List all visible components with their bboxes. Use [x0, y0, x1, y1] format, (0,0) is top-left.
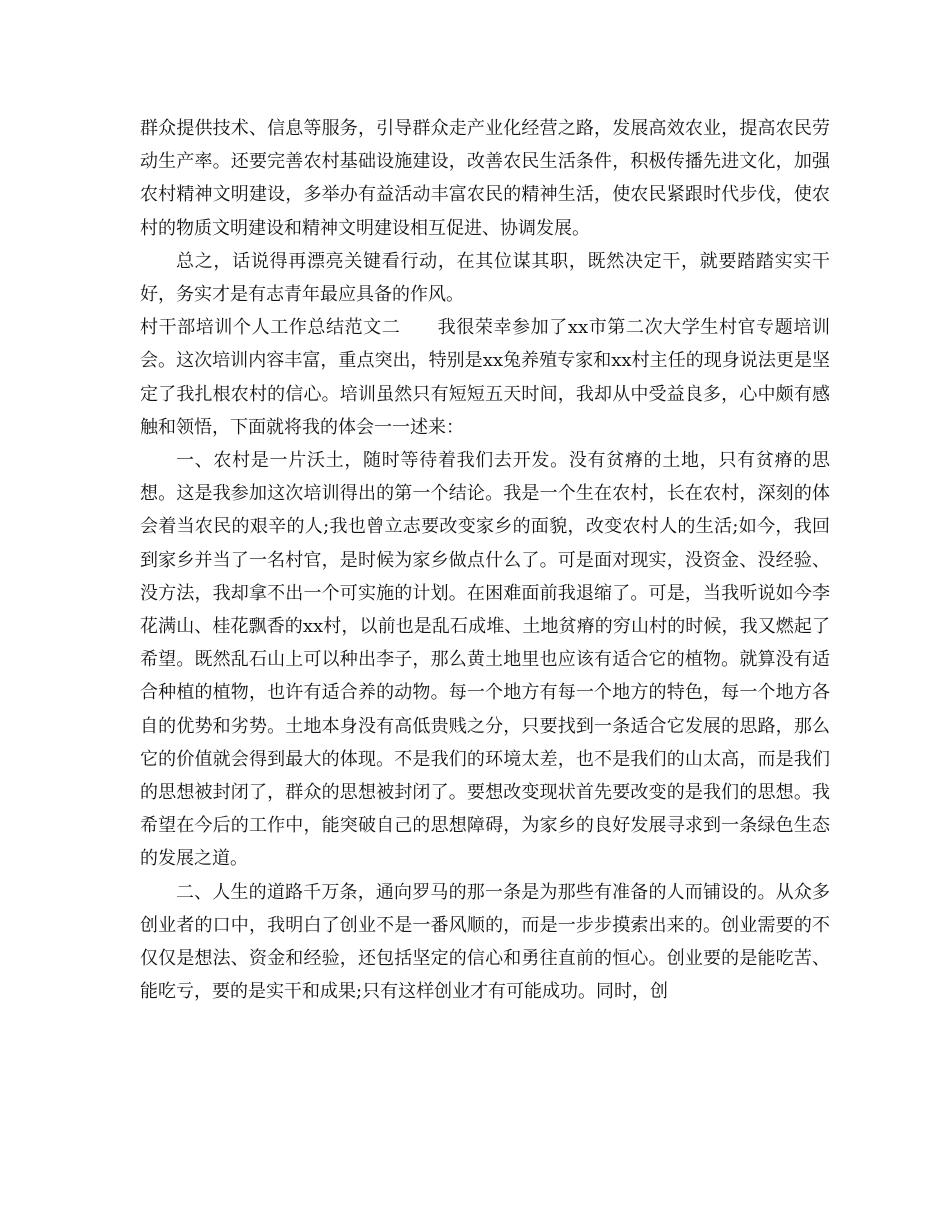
paragraph-point-two: 二、人生的道路千万条，通向罗马的那一条是为那些有准备的人而铺设的。从众多创业者的口中，我明白了创业不是一番风顺的，而是一步步摸索出来的。创业需要的不仅仅是想法、资金和经验，还包括坚定的信心和勇往直前的恒心。创业要的是能吃苦、能吃亏，要的是实干和成果;只有这样创业才有可能成功。同时，创	[140, 881, 830, 1003]
paragraph-section-two-intro: 村干部培训个人工作总结范文二 我很荣幸参加了xx市第二次大学生村官专题培训会。这次培训内容丰富，重点突出，特别是xx兔养殖专家和xx村主任的现身说法更是坚定了我扎根农村的信心。培训虽然只有短短五天时间，我却从中受益良多，心中颇有感触和领悟，下面就将我的体会一一述来：	[140, 317, 830, 438]
document-body	[140, 112, 830, 1008]
paragraph-point-one: 一、农村是一片沃土，随时等待着我们去开发。没有贫瘠的土地，只有贫瘠的思想。这是我参加这次培训得出的第一个结论。我是一个生在农村，长在农村，深刻的体会着当农民的艰辛的人;我也曾立志要改变家乡的面貌，改变农村人的生活;如今，我回到家乡并当了一名村官，是时候为家乡做点什么了。可是面对现实，没资金、没经验、没方法，我却拿不出一个可实施的计划。在困难面前我退缩了。可是，当我听说如今李花满山、桂花飘香的xx村，以前也是乱石成堆、土地贫瘠的穷山村的时候，我又燃起了希望。既然乱石山上可以种出李子，那么黄土地里也应该有适合它的植物。就算没有适合种植的植物，也许有适合养的动物。每一个地方有每一个地方的特色，每一个地方各自的优势和劣势。土地本身没有高低贵贱之分，只要找到一条适合它发展的思路，那么它的价值就会得到最大的体现。不是我们的环境太差，也不是我们的山太高，而是我们的思想被封闭了，群众的思想被封闭了。要想改变现状首先要改变的是我们的思想。我希望在今后的工作中，能突破自己的思想障碍，为家乡的良好发展寻求到一条绿色生态的发展之道。	[140, 450, 830, 870]
paragraph-continued: 群众提供技术、信息等服务，引导群众走产业化经营之路，发展高效农业，提高农民劳动生产率。还要完善农村基础设施建设，改善农民生活条件，积极传播先进文化，加强农村精神文明建设，多举办有益活动丰富农民的精神生活，使农民紧跟时代步伐，使农村的物质文明建设和精神文明建设相互促进、协调发展。	[140, 118, 830, 239]
paragraph-summary: 总之，话说得再漂亮关键看行动，在其位谋其职，既然决定干，就要踏踏实实干好，务实才是有志青年最应具备的作风。	[140, 250, 830, 306]
